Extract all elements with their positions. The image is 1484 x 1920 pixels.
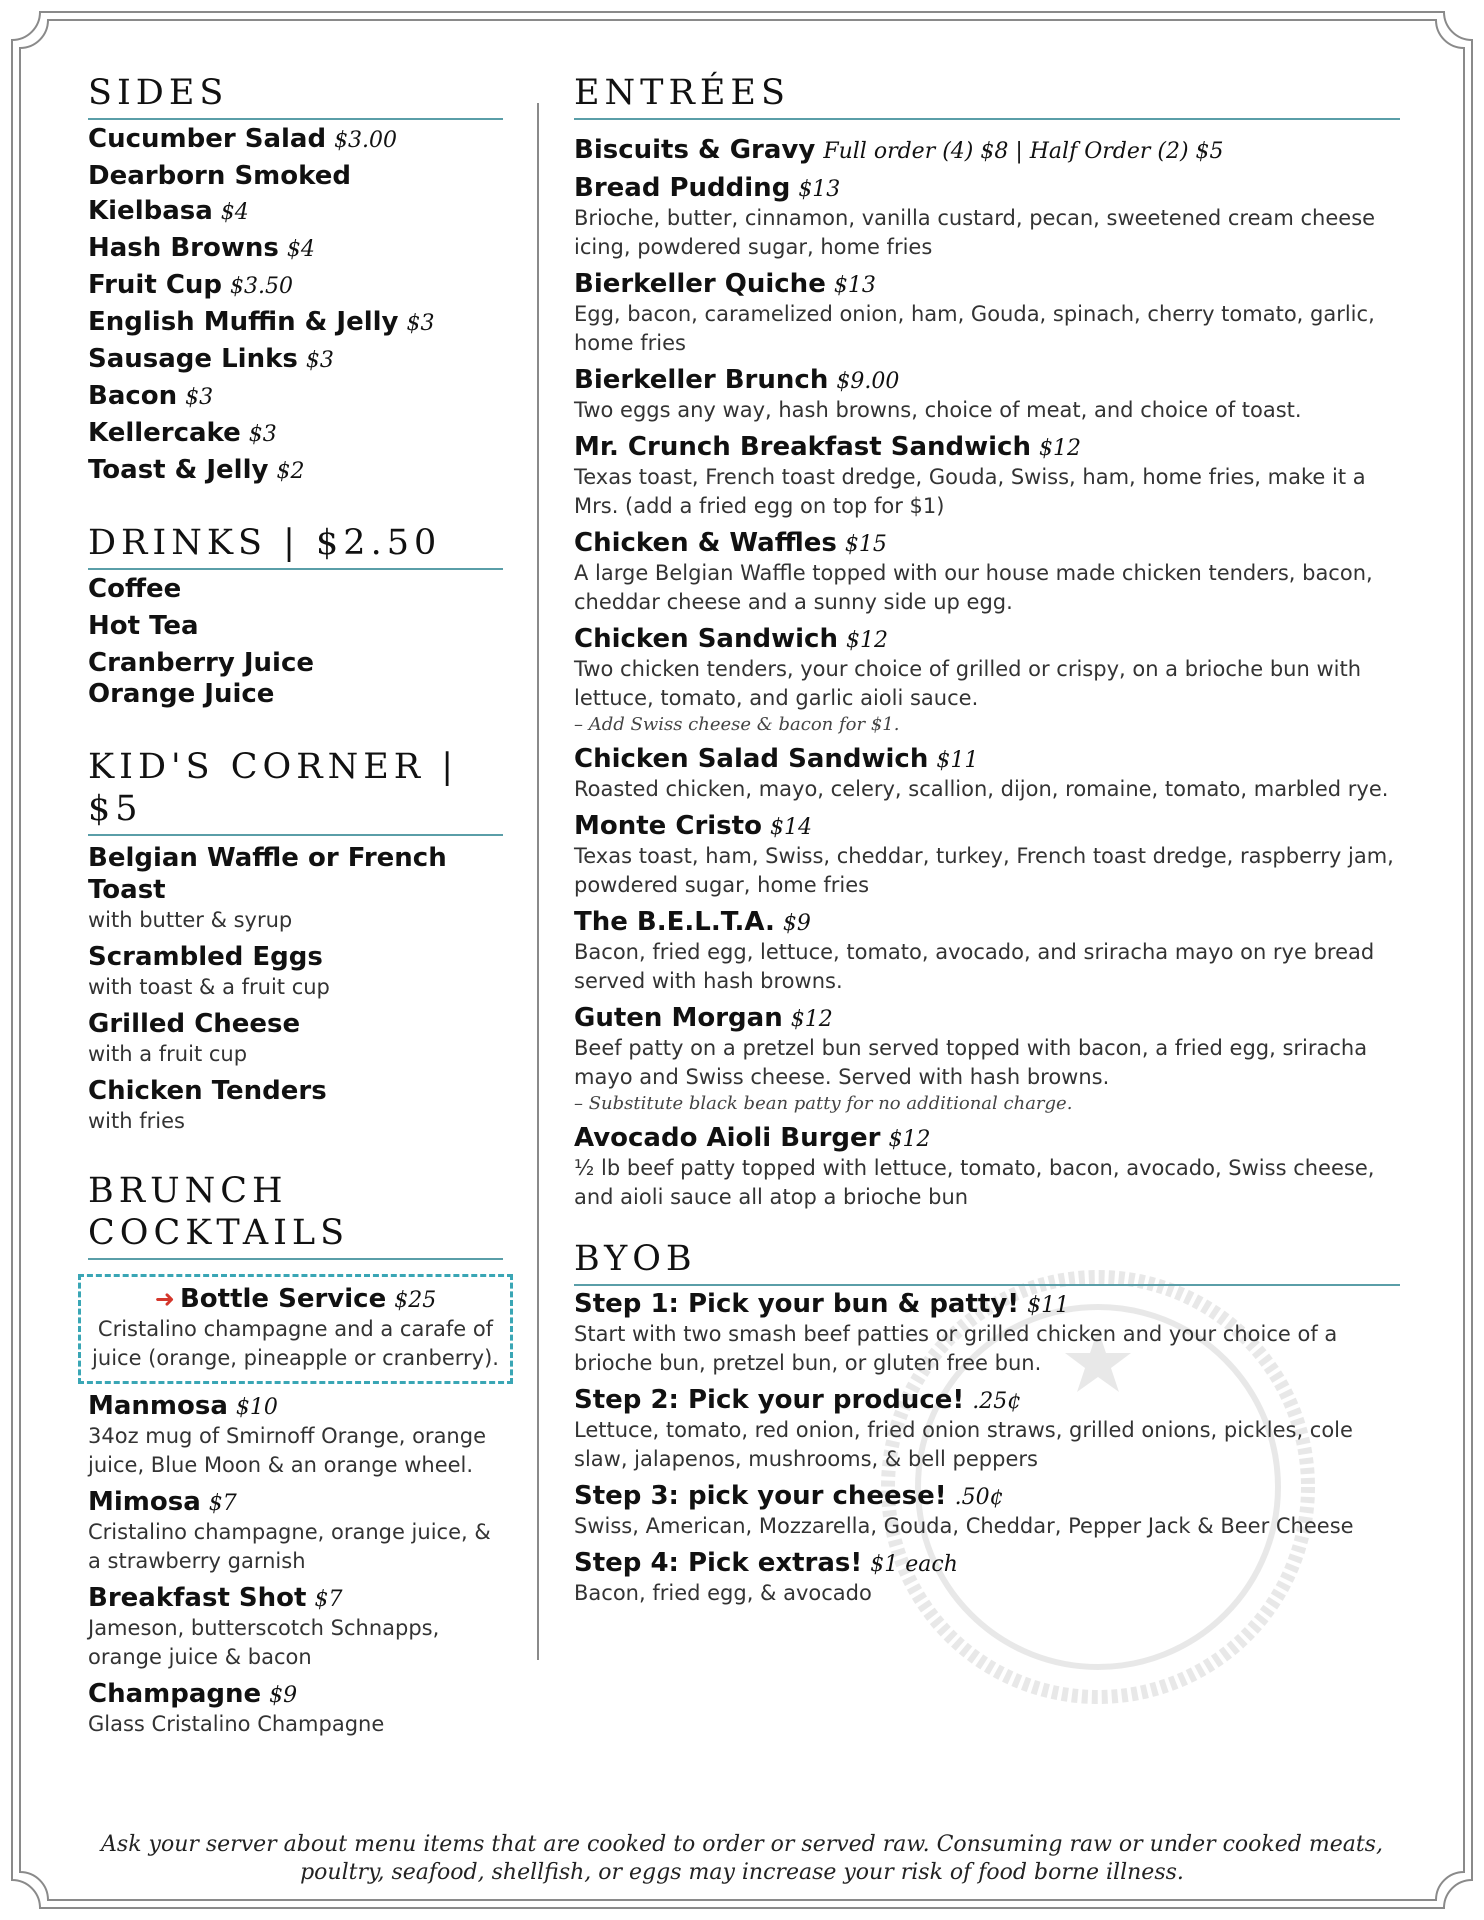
byob-step (574, 1480, 1400, 1541)
entree-price: $12 (888, 1127, 931, 1152)
entree-price: $11 (936, 748, 979, 773)
side-name: Sausage Links (88, 344, 298, 374)
entree-name: Avocado Aioli Burger (574, 1123, 881, 1153)
cocktails-section (88, 1170, 503, 1739)
drink-item (88, 677, 503, 712)
kids-item-name: Grilled Cheese (88, 1009, 301, 1039)
cocktail-item (88, 1390, 503, 1480)
drink-name: Cranberry Juice (88, 648, 314, 678)
entree-desc: Brioche, butter, cinnamon, vanilla custard, pecan, sweetened cream cheese icing, powdered sugar, home fries (574, 206, 1376, 259)
side-name: Bacon (88, 381, 178, 411)
cocktail-price: $7 (208, 1491, 237, 1516)
cocktail-item (88, 1486, 503, 1576)
drinks-section (88, 522, 503, 712)
side-price: $4 (220, 200, 249, 225)
byob-step-name: Step 3: pick your cheese! (574, 1481, 947, 1511)
kids-item-name: Chicken Tenders (88, 1076, 327, 1106)
entree-desc: Two eggs any way, hash browns, choice of meat, and choice of toast. (574, 398, 1302, 422)
byob-step-name: Step 4: Pick extras! (574, 1548, 863, 1578)
entree-price: $12 (790, 1007, 833, 1032)
kids-item-name: Belgian Waffle or French Toast (88, 843, 447, 905)
drinks-title: DRINKS | $2.50 (88, 522, 503, 570)
entree-item (574, 172, 1400, 262)
cocktail-price: $9 (269, 1683, 298, 1708)
cocktail-name: Breakfast Shot (88, 1583, 307, 1613)
entree-name: Chicken Salad Sandwich (574, 744, 929, 774)
side-item (88, 305, 503, 340)
bottle-service-heading (89, 1283, 502, 1315)
entree-note: – Substitute black bean patty for no additional charge. (574, 1093, 1073, 1114)
entree-item (574, 1122, 1400, 1212)
entree-item (574, 527, 1400, 617)
side-price: $3 (248, 422, 277, 447)
entree-item (574, 743, 1400, 804)
side-item (88, 342, 503, 377)
cocktail-name: Manmosa (88, 1391, 228, 1421)
sides-section (88, 72, 503, 488)
byob-step-price: $11 (1027, 1293, 1070, 1318)
entrees-title: ENTRÉES (574, 72, 1400, 120)
entree-item (574, 431, 1400, 521)
kids-item (88, 1075, 503, 1136)
entree-price: $12 (1038, 436, 1081, 461)
entree-name: Biscuits & Gravy (574, 135, 816, 165)
byob-title: BYOB (574, 1238, 1400, 1286)
byob-step (574, 1547, 1400, 1608)
entree-desc: Texas toast, ham, Swiss, cheddar, turkey, French toast dredge, raspberry jam, powdered sugar, home fries (574, 844, 1394, 897)
bottle-service-price: $25 (394, 1288, 437, 1313)
entree-item (574, 623, 1400, 737)
entree-name: Chicken Sandwich (574, 624, 838, 654)
side-name: Dearborn Smoked Kielbasa (88, 161, 351, 226)
entree-item (574, 268, 1400, 358)
side-item (88, 268, 503, 303)
entree-name: Bread Pudding (574, 173, 791, 203)
side-name: Cucumber Salad (88, 124, 327, 154)
kids-item (88, 941, 503, 1002)
drink-item (88, 572, 503, 607)
side-price: $3.50 (230, 274, 294, 299)
cocktail-name: Mimosa (88, 1487, 201, 1517)
entree-name: Chicken & Waffles (574, 528, 837, 558)
entree-item (574, 364, 1400, 425)
cocktail-desc: 34oz mug of Smirnoff Orange, orange juice, Blue Moon & an orange wheel. (88, 1424, 486, 1477)
entree-note: – Add Swiss cheese & bacon for $1. (574, 714, 900, 735)
byob-step-desc: Swiss, American, Mozzarella, Gouda, Cheddar, Pepper Jack & Beer Cheese (574, 1514, 1354, 1538)
kids-item-desc: with toast & a fruit cup (88, 975, 330, 999)
drink-name: Hot Tea (88, 611, 199, 641)
entree-price: $14 (769, 815, 812, 840)
drink-name: Coffee (88, 574, 182, 604)
byob-step-price: .50¢ (954, 1485, 1004, 1510)
drink-item (88, 609, 503, 644)
entree-item (574, 134, 1400, 166)
entree-name: The B.E.L.T.A. (574, 907, 775, 937)
kids-item-desc: with fries (88, 1109, 185, 1133)
left-column (88, 72, 503, 1773)
entree-item (574, 810, 1400, 900)
drink-item (88, 646, 503, 681)
entree-name: Bierkeller Brunch (574, 365, 829, 395)
bottle-service-desc: Cristalino champagne and a carafe of juice (orange, pineapple or cranberry). (92, 1317, 499, 1370)
entree-price: $9 (782, 911, 811, 936)
entree-desc: Egg, bacon, caramelized onion, ham, Gouda, spinach, cherry tomato, garlic, home fries (574, 302, 1375, 355)
entrees-section (574, 72, 1400, 1212)
byob-step-desc: Start with two smash beef patties or grilled chicken and your choice of a brioche bun, pretzel bun, or gluten free bun. (574, 1322, 1338, 1375)
side-name: English Muffin & Jelly (88, 307, 399, 337)
cocktail-item (88, 1678, 503, 1739)
entree-desc: Texas toast, French toast dredge, Gouda, Swiss, ham, home fries, make it a Mrs. (add a fried egg on top for $1) (574, 465, 1366, 518)
cocktail-name: Champagne (88, 1679, 262, 1709)
entree-desc: Beef patty on a pretzel bun served topped with bacon, a fried egg, sriracha mayo and Swiss cheese. Served with hash browns. (574, 1036, 1368, 1089)
cocktail-price: $10 (235, 1395, 278, 1420)
food-safety-disclaimer: Ask your server about menu items that are cooked to order or served raw. Consuming raw or under cooked meats, poultry, seafood, shellfish, or eggs may increase your risk of food borne illness. (101, 1832, 1383, 1885)
side-price: $3.00 (334, 128, 398, 153)
entree-price: $9.00 (836, 369, 900, 394)
kids-item (88, 842, 503, 935)
arrow-right-icon: ➜ (154, 1285, 175, 1313)
entree-price: Full order (4) $8 | Half Order (2) $5 (823, 139, 1224, 164)
sides-list (88, 122, 503, 488)
byob-step-name: Step 2: Pick your produce! (574, 1385, 965, 1415)
entree-price: $15 (844, 532, 887, 557)
drink-name: Orange Juice (88, 679, 275, 709)
cocktail-price: $7 (314, 1587, 343, 1612)
entree-name: Mr. Crunch Breakfast Sandwich (574, 432, 1031, 462)
entree-desc: Bacon, fried egg, lettuce, tomato, avocado, and sriracha mayo on rye bread served with hash browns. (574, 940, 1375, 993)
cocktails-title: BRUNCH COCKTAILS (88, 1170, 503, 1260)
side-item (88, 453, 503, 488)
entree-desc: Two chicken tenders, your choice of grilled or crispy, on a brioche bun with lettuce, tomato, and garlic aioli sauce. (574, 657, 1361, 710)
entree-item (574, 1002, 1400, 1116)
cocktail-desc: Cristalino champagne, orange juice, & a strawberry garnish (88, 1520, 491, 1573)
cocktail-desc: Jameson, butterscotch Schnapps, orange juice & bacon (88, 1616, 440, 1669)
cocktail-item (88, 1582, 503, 1672)
sides-title: SIDES (88, 72, 503, 120)
entree-name: Monte Cristo (574, 811, 762, 841)
entree-price: $13 (833, 273, 876, 298)
byob-step-price: $1 each (870, 1552, 958, 1577)
side-name: Toast & Jelly (88, 455, 269, 485)
entree-desc: Roasted chicken, mayo, celery, scallion, dijon, romaine, tomato, marbled rye. (574, 777, 1389, 801)
side-item (88, 416, 503, 451)
side-name: Kellercake (88, 418, 241, 448)
entree-price: $12 (845, 628, 888, 653)
byob-step-price: .25¢ (972, 1389, 1022, 1414)
byob-step (574, 1288, 1400, 1378)
side-price: $3 (305, 348, 334, 373)
side-price: $2 (276, 459, 305, 484)
side-item (88, 159, 503, 229)
drinks-list (88, 572, 503, 712)
entree-name: Guten Morgan (574, 1003, 783, 1033)
kids-item-desc: with butter & syrup (88, 908, 293, 932)
kids-item-desc: with a fruit cup (88, 1042, 248, 1066)
byob-section (574, 1238, 1400, 1608)
side-price: $3 (185, 385, 214, 410)
bottle-service-name: Bottle Service (179, 1284, 387, 1314)
byob-step (574, 1384, 1400, 1474)
cocktail-desc: Glass Cristalino Champagne (88, 1712, 385, 1736)
byob-step-name: Step 1: Pick your bun & patty! (574, 1289, 1020, 1319)
entree-item (574, 906, 1400, 996)
entree-price: $13 (798, 177, 841, 202)
right-column (574, 72, 1400, 1642)
side-name: Fruit Cup (88, 270, 223, 300)
side-name: Hash Browns (88, 233, 279, 263)
side-item (88, 231, 503, 266)
side-item (88, 379, 503, 414)
byob-step-desc: Lettuce, tomato, red onion, fried onion straws, grilled onions, pickles, cole slaw, jalapenos, mushrooms, & bell peppers (574, 1418, 1353, 1471)
side-item (88, 122, 503, 157)
kids-section (88, 746, 503, 1136)
kids-item (88, 1008, 503, 1069)
entree-desc: ½ lb beef patty topped with lettuce, tomato, bacon, avocado, Swiss cheese, and aioli sauce all atop a brioche bun (574, 1156, 1375, 1209)
entree-desc: A large Belgian Waffle topped with our house made chicken tenders, bacon, cheddar cheese and a sunny side up egg. (574, 561, 1373, 614)
byob-step-desc: Bacon, fried egg, & avocado (574, 1581, 872, 1605)
column-divider (537, 103, 539, 1660)
side-price: $3 (406, 311, 435, 336)
entree-name: Bierkeller Quiche (574, 269, 826, 299)
side-price: $4 (286, 237, 315, 262)
kids-item-name: Scrambled Eggs (88, 942, 323, 972)
kids-title: KID'S CORNER | $5 (88, 746, 503, 836)
bottle-service-box (78, 1274, 513, 1384)
